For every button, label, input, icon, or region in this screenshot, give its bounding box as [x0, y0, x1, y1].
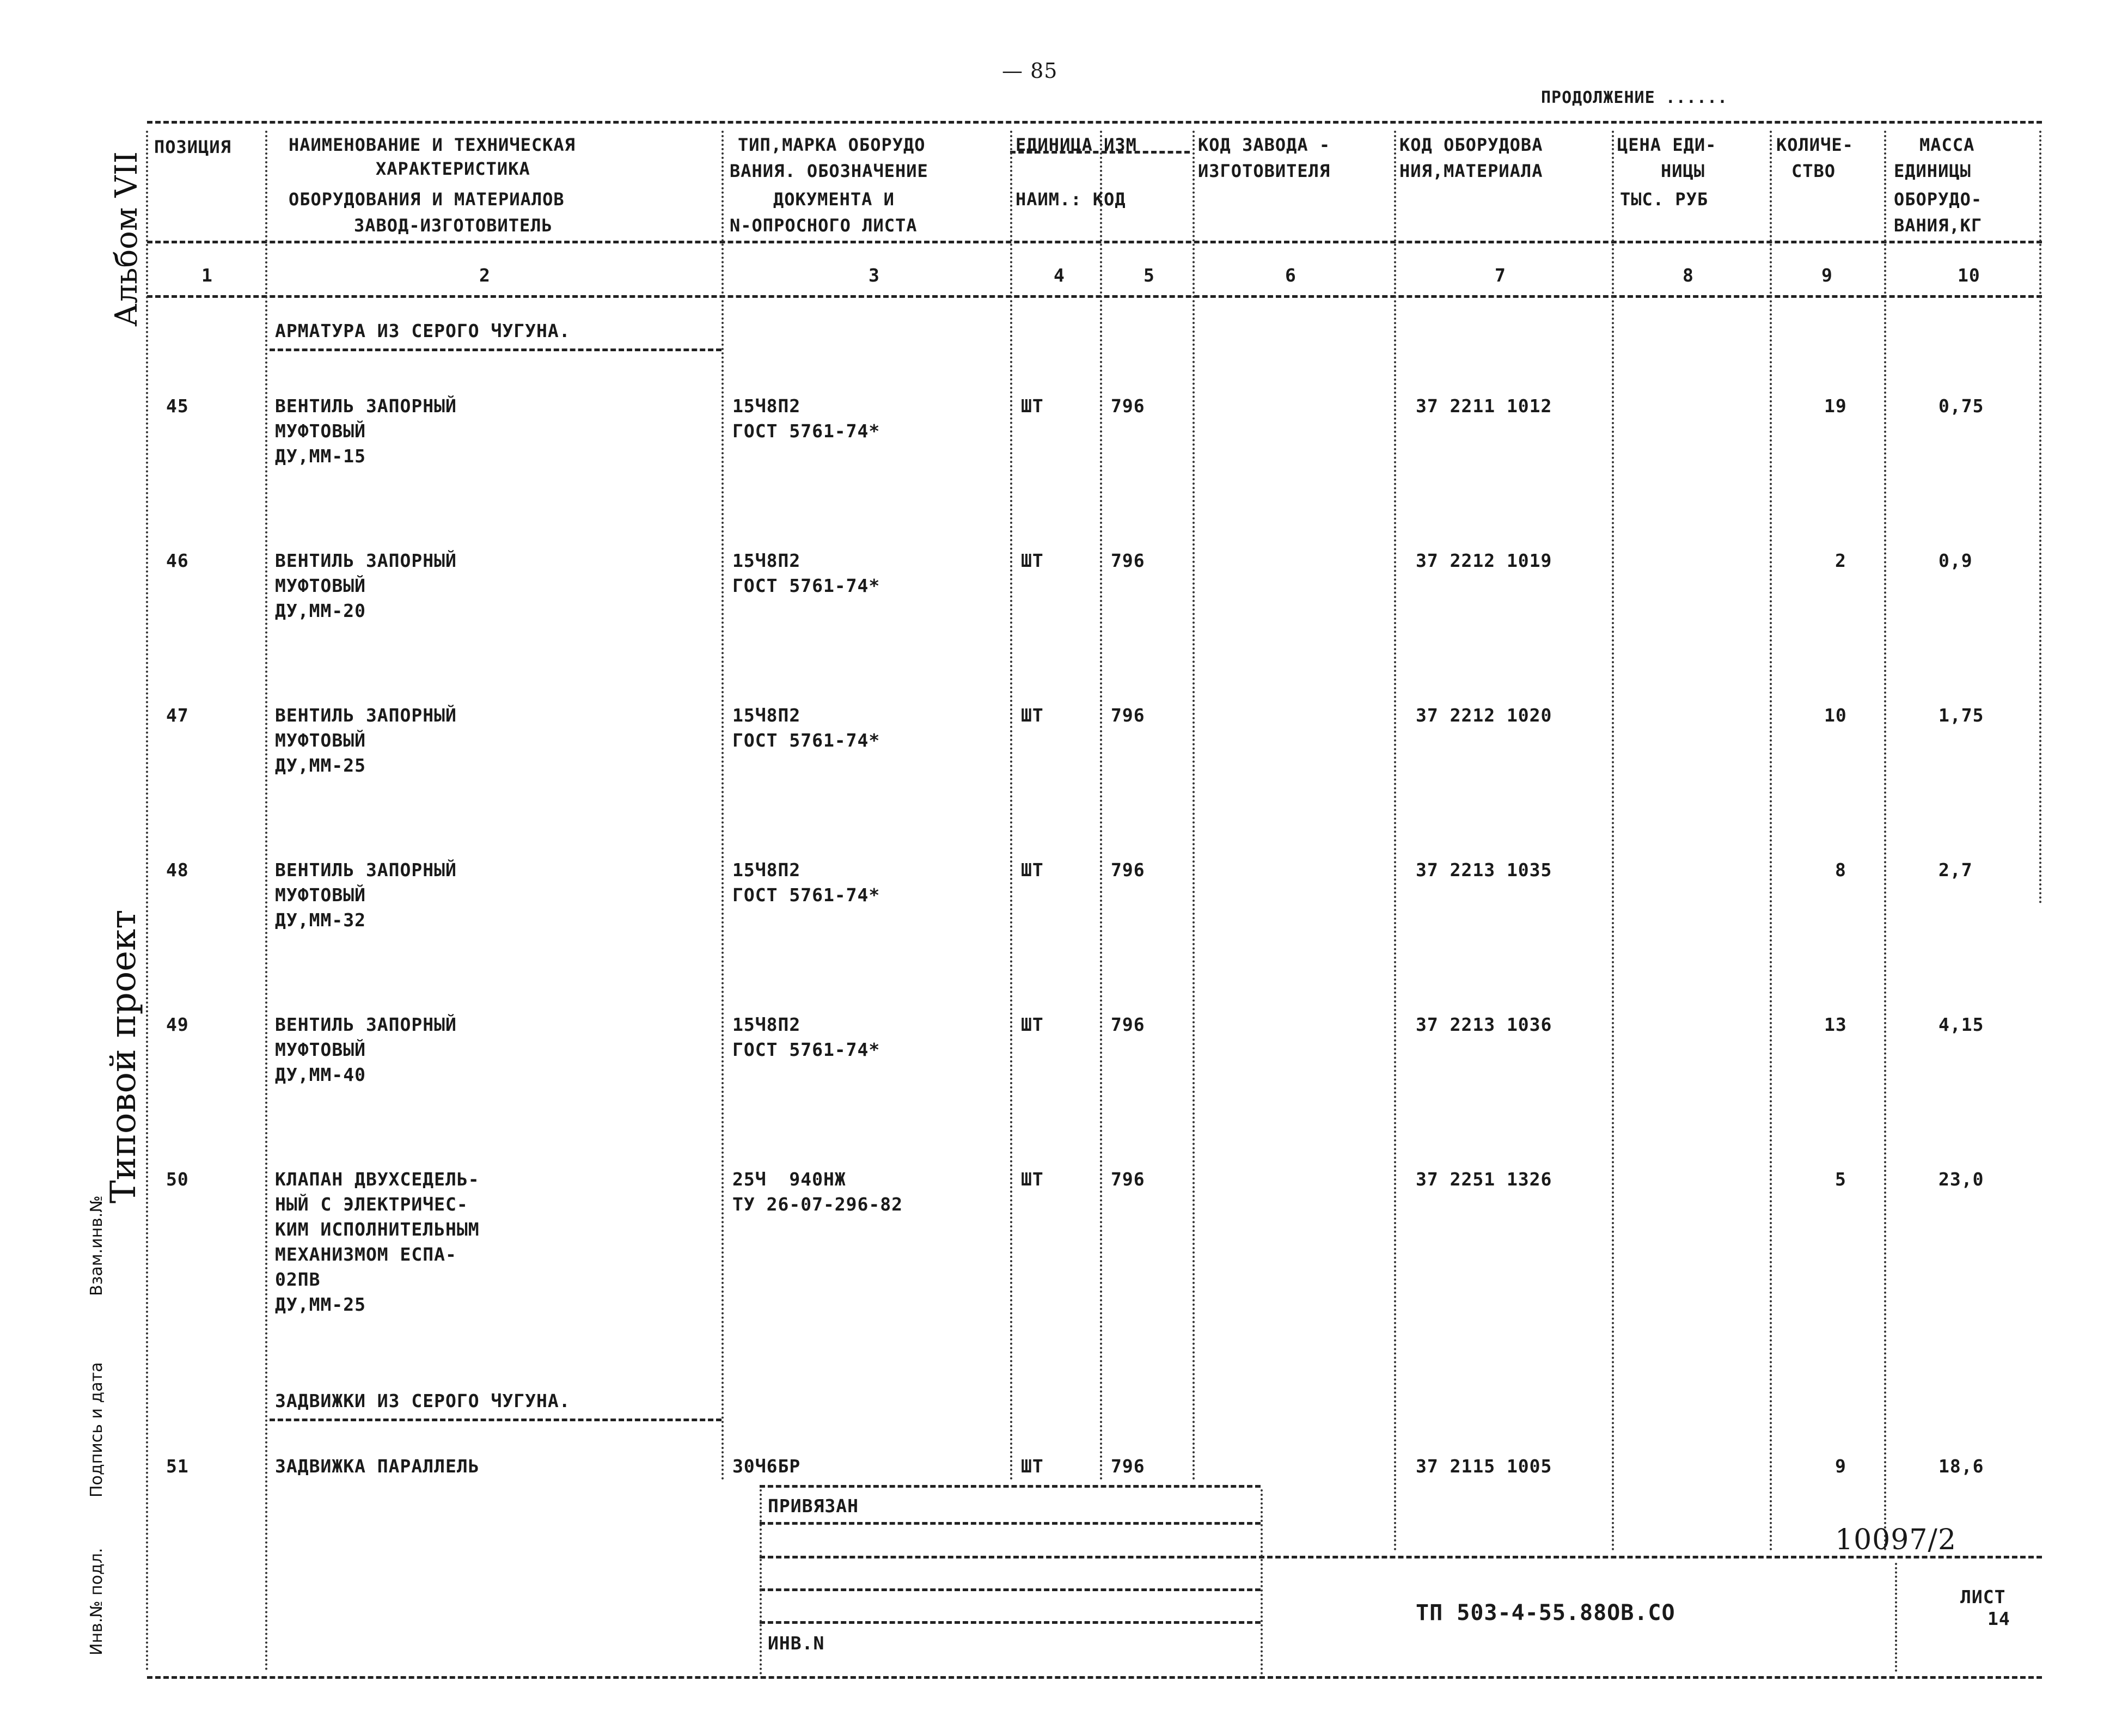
row-unit: ШТ: [1021, 1169, 1044, 1190]
row-type-line: ГОСТ 5761-74*: [732, 884, 880, 906]
stamp-sign-date: Подпись и дата: [87, 1362, 106, 1497]
row-mass: 0,9: [1938, 550, 1973, 571]
header-price-3: ТЫС. РУБ: [1620, 189, 1709, 210]
col-sep-10: [2039, 131, 2041, 904]
row-type-line: ГОСТ 5761-74*: [732, 420, 880, 442]
footer-sep-a: [760, 1489, 762, 1674]
header-maker-1: КОД ЗАВОДА -: [1198, 135, 1331, 155]
row-unit-code: 796: [1111, 1456, 1145, 1477]
header-price-2: НИЦЫ: [1661, 161, 1705, 181]
colnum-2: 2: [479, 265, 491, 286]
colnum-6: 6: [1285, 265, 1297, 286]
section-title-armatura: АРМАТУРА ИЗ СЕРОГО ЧУГУНА.: [275, 320, 571, 341]
sheet-number: 14: [1988, 1608, 2010, 1629]
row-quantity: 5: [1835, 1169, 1846, 1190]
top-border: [147, 121, 2042, 124]
row-name-line: 02ПВ: [275, 1269, 321, 1290]
row-mass: 18,6: [1938, 1456, 1984, 1477]
row-name-line: МУФТОВЫЙ: [275, 575, 366, 596]
document-code: ТП 503-4-55.88ОВ.СО: [1416, 1600, 1675, 1625]
row-name-line: ВЕНТИЛЬ ЗАПОРНЫЙ: [275, 395, 457, 417]
footer-sep-c: [1895, 1563, 1897, 1672]
section-title-zadvizhki: ЗАДВИЖКИ ИЗ СЕРОГО ЧУГУНА.: [275, 1390, 571, 1411]
row-unit-code: 796: [1111, 859, 1145, 881]
header-maker-2: ИЗГОТОВИТЕЛЯ: [1198, 161, 1331, 181]
footer-line-1: [760, 1485, 1261, 1488]
footer-linked-label: ПРИВЯЗАН: [768, 1495, 859, 1517]
row-mass: 23,0: [1938, 1169, 1984, 1190]
header-type-3: ДОКУМЕНТА И: [773, 189, 895, 210]
row-quantity: 10: [1824, 705, 1847, 726]
header-name-2: ХАРАКТЕРИСТИКА: [376, 158, 530, 179]
row-name-line: МУФТОВЫЙ: [275, 884, 366, 906]
row-name-line: КИМ ИСПОЛНИТЕЛЬНЫМ: [275, 1219, 480, 1240]
row-mass: 2,7: [1938, 859, 1973, 881]
row-name-line: ДУ,ММ-40: [275, 1064, 366, 1085]
row-type-line: ГОСТ 5761-74*: [732, 730, 880, 751]
colnum-8: 8: [1683, 265, 1694, 286]
row-equipment-code: 37 2251 1326: [1416, 1169, 1552, 1190]
header-mass-4: ВАНИЯ,КГ: [1894, 215, 1983, 236]
row-name-line: НЫЙ С ЭЛЕКТРИЧЕС-: [275, 1194, 468, 1215]
header-name-4: ЗАВОД-ИЗГОТОВИТЕЛЬ: [354, 215, 553, 236]
row-position: 50: [166, 1169, 189, 1190]
header-bottom-border: [147, 241, 2042, 243]
row-position: 46: [166, 550, 189, 571]
col-sep-5: [1193, 131, 1195, 1481]
row-name-line: МЕХАНИЗМОМ ЕСПА-: [275, 1244, 457, 1265]
stamp-inv-original: Инв.№ подл.: [87, 1548, 106, 1655]
col-sep-4: [1100, 131, 1102, 1481]
header-position: ПОЗИЦИЯ: [154, 137, 231, 157]
row-name-line: МУФТОВЫЙ: [275, 1039, 366, 1060]
col-sep-6: [1394, 131, 1396, 1552]
col-sep-0: [146, 131, 148, 1672]
row-mass: 1,75: [1938, 705, 1984, 726]
row-type-line: 15Ч8П2: [732, 395, 801, 417]
row-type-line: 15Ч8П2: [732, 705, 801, 726]
footer-line-2: [760, 1522, 1261, 1525]
row-type-line: 15Ч8П2: [732, 859, 801, 881]
row-unit-code: 796: [1111, 550, 1145, 571]
colnum-10: 10: [1958, 265, 1980, 286]
row-position: 45: [166, 395, 189, 417]
footer-line-5: [760, 1621, 1261, 1624]
row-name-line: КЛАПАН ДВУХСЕДЕЛЬ-: [275, 1169, 480, 1190]
row-unit-code: 796: [1111, 705, 1145, 726]
colnum-3: 3: [869, 265, 880, 286]
row-name-line: ДУ,ММ-32: [275, 909, 366, 931]
row-unit-code: 796: [1111, 1014, 1145, 1035]
row-position: 47: [166, 705, 189, 726]
row-equipment-code: 37 2211 1012: [1416, 395, 1552, 417]
header-price-1: ЦЕНА ЕДИ-: [1617, 135, 1717, 155]
row-unit-code: 796: [1111, 1169, 1145, 1190]
header-type-4: N-ОПРОСНОГО ЛИСТА: [730, 215, 918, 236]
col-sep-8: [1770, 131, 1772, 1552]
row-unit-code: 796: [1111, 395, 1145, 417]
colnum-1: 1: [201, 265, 213, 286]
row-name-line: ВЕНТИЛЬ ЗАПОРНЫЙ: [275, 1014, 457, 1035]
row-quantity: 19: [1824, 395, 1847, 417]
header-qty-1: КОЛИЧЕ-: [1776, 135, 1854, 155]
section2-underline: [270, 1419, 721, 1421]
row-type-line: 15Ч8П2: [732, 1014, 801, 1035]
row-unit: ШТ: [1021, 395, 1044, 417]
row-name-line: ДУ,ММ-25: [275, 1294, 366, 1315]
row-quantity: 8: [1835, 859, 1846, 881]
col-sep-7: [1612, 131, 1614, 1552]
section1-underline: [270, 349, 721, 351]
header-unit-2: НАИМ.: КОД: [1016, 189, 1126, 210]
header-name-1: НАИМЕНОВАНИЕ И ТЕХНИЧЕСКАЯ: [289, 135, 576, 155]
row-position: 49: [166, 1014, 189, 1035]
header-mass-2: ЕДИНИЦЫ: [1894, 161, 1971, 181]
row-type-line: ГОСТ 5761-74*: [732, 575, 880, 596]
row-name-line: ДУ,ММ-20: [275, 600, 366, 621]
col-sep-2: [721, 131, 724, 1481]
bottom-border: [147, 1676, 2042, 1679]
row-name-line: ВЕНТИЛЬ ЗАПОРНЫЙ: [275, 859, 457, 881]
row-type-line: ТУ 26-07-296-82: [732, 1194, 903, 1215]
row-name-line: МУФТОВЫЙ: [275, 420, 366, 442]
col-sep-1: [265, 131, 267, 1672]
header-mass-1: МАССА: [1919, 135, 1975, 155]
row-type-line: 30Ч6БР: [732, 1456, 801, 1477]
row-type-line: 15Ч8П2: [732, 550, 801, 571]
stamp-vzam: Взам.инв.№: [87, 1195, 106, 1296]
sheet-label: ЛИСТ: [1960, 1586, 2006, 1607]
row-quantity: 2: [1835, 550, 1846, 571]
row-unit: ШТ: [1021, 1014, 1044, 1035]
row-equipment-code: 37 2212 1020: [1416, 705, 1552, 726]
row-equipment-code: 37 2115 1005: [1416, 1456, 1552, 1477]
colnum-4: 4: [1054, 265, 1065, 286]
row-name-line: ВЕНТИЛЬ ЗАПОРНЫЙ: [275, 550, 457, 571]
row-position: 48: [166, 859, 189, 881]
header-type-2: ВАНИЯ. ОБОЗНАЧЕНИЕ: [730, 161, 928, 181]
footer-inv-label: ИНВ.N: [768, 1633, 825, 1654]
row-quantity: 13: [1824, 1014, 1847, 1035]
row-equipment-code: 37 2213 1036: [1416, 1014, 1552, 1035]
row-unit: ШТ: [1021, 550, 1044, 571]
album-label: Альбом VII: [109, 151, 144, 327]
row-name-line: ДУ,ММ-25: [275, 755, 366, 776]
colnum-5: 5: [1143, 265, 1155, 286]
footer-line-4: [760, 1588, 1261, 1591]
row-name-line: ЗАДВИЖКА ПАРАЛЛЕЛЬ: [275, 1456, 480, 1477]
row-name-line: ВЕНТИЛЬ ЗАПОРНЫЙ: [275, 705, 457, 726]
project-label: Типовой проект: [103, 909, 144, 1203]
header-code-2: НИЯ,МАТЕРИАЛА: [1399, 161, 1543, 181]
footer-sep-b: [1261, 1489, 1263, 1674]
row-equipment-code: 37 2213 1035: [1416, 859, 1552, 881]
col-sep-9: [1884, 131, 1886, 1552]
colnum-bottom-border: [147, 295, 2042, 298]
row-equipment-code: 37 2212 1019: [1416, 550, 1552, 571]
colnum-9: 9: [1821, 265, 1833, 286]
row-quantity: 9: [1835, 1456, 1846, 1477]
header-name-3: ОБОРУДОВАНИЯ И МАТЕРИАЛОВ: [289, 189, 565, 210]
colnum-7: 7: [1495, 265, 1506, 286]
continuation-label: ПРОДОЛЖЕНИЕ ......: [1541, 88, 1728, 107]
row-unit: ШТ: [1021, 859, 1044, 881]
row-name-line: МУФТОВЫЙ: [275, 730, 366, 751]
row-name-line: ДУ,ММ-15: [275, 445, 366, 467]
col-sep-3: [1010, 131, 1012, 1481]
header-type-1: ТИП,МАРКА ОБОРУДО: [738, 135, 926, 155]
header-code-1: КОД ОБОРУДОВА: [1399, 135, 1543, 155]
row-type-line: ГОСТ 5761-74*: [732, 1039, 880, 1060]
row-mass: 4,15: [1938, 1014, 1984, 1035]
row-mass: 0,75: [1938, 395, 1984, 417]
row-position: 51: [166, 1456, 189, 1477]
row-type-line: 25Ч 940НЖ: [732, 1169, 846, 1190]
header-unit-1: ЕДИНИЦА ИЗМ: [1016, 135, 1137, 155]
page-mark: — 85: [1002, 59, 1058, 83]
header-mass-3: ОБОРУДО-: [1894, 189, 1983, 210]
row-unit: ШТ: [1021, 1456, 1044, 1477]
handwritten-number: 10097/2: [1835, 1524, 1957, 1556]
row-unit: ШТ: [1021, 705, 1044, 726]
header-qty-2: СТВО: [1791, 161, 1836, 181]
